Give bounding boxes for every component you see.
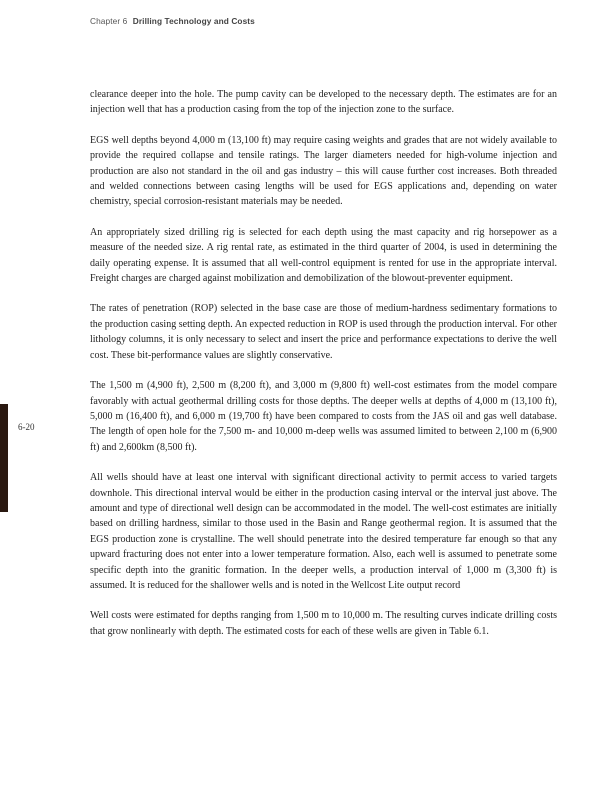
chapter-title: Drilling Technology and Costs bbox=[132, 16, 255, 26]
page-number: 6-20 bbox=[18, 422, 35, 432]
paragraph-well-costs: Well costs were estimated for depths ranging from 1,500 m to 10,000 m. The resulting curves indicate drilling costs that grow nonlinearly with depth. The estimated costs for each of these wells are given in Table 6.1. bbox=[90, 610, 557, 637]
paragraph-directional-wells: All wells should have at least one interval with significant directional activity to permit access to varied targets downhole. This directional interval would be either in the production casing interval or the interval just above. The amount and type of directional well design can be accommodated in the model. The well-cost estimates are initially based on drilling hardness, similar to those used in the Basin and Range geothermal region. It is assumed that the EGS production zone is crystalline. The well should penetrate into the desired temperature far enough so that any upward fracturing does not enter into a lower temperature formation. Also, each well is assumed to penetrate some specific depth into the granitic formation. In the deeper wells, a production interval of 1,000 m (3,300 ft) is assumed. It is reduced for the shallower wells and is noted in the Wellcost Lite output record bbox=[90, 472, 557, 591]
chapter-label: Chapter 6 bbox=[90, 16, 128, 26]
body-text bbox=[90, 87, 557, 654]
running-header bbox=[90, 16, 255, 26]
chapter-edge-tab bbox=[0, 404, 8, 512]
paragraph-casing-clearance: clearance deeper into the hole. The pump cavity can be developed to the necessary depth. The estimates are for an injection well that has a production casing from the top of the injection zone to the surface. bbox=[90, 89, 557, 116]
paragraph-casing-weights: EGS well depths beyond 4,000 m (13,100 ft) may require casing weights and grades that are not widely available to provide the required collapse and tensile ratings. The larger diameters needed for high-volume injection and production are also not standard in the oil and gas industry – this will cause further cost increases. Both threaded and welded connections between casing lengths will be used for EGS applications and, depending on water chemistry, special corrosion-resistant materials may be needed. bbox=[90, 134, 557, 208]
paragraph-drilling-rig: An appropriately sized drilling rig is selected for each depth using the mast capacity and rig horsepower as a measure of the needed size. A rig rental rate, as estimated in the third quarter of 2004, is used in determining the daily operating expense. It is assumed that all well-control equipment is rented for use in the appropriate interval. Freight charges are charged against mobilization and demobilization of the blowout-preventer equipment. bbox=[90, 226, 557, 285]
paragraph-penetration-rates: The rates of penetration (ROP) selected in the base case are those of medium-hardness sedimentary formations to the production casing setting depth. An expected reduction in ROP is used through the production interval. For other lithology columns, it is only necessary to select and insert the price and performance expectations to derive the well cost. These bit-performance values are slightly conservative. bbox=[90, 303, 557, 361]
paragraph-cost-estimates: The 1,500 m (4,900 ft), 2,500 m (8,200 ft), and 3,000 m (9,800 ft) well-cost estimates from the model compare favorably with actual geothermal drilling costs for those depths. The deeper wells at depths of 4,000 m (13,100 ft), 5,000 m (16,400 ft), and 6,000 m (19,700 ft) have been compared to costs from the JAS oil and gas well database. The length of open hole for the 7,500 m- and 10,000 m-deep wells was assumed limited to between 2,100 m (6,900 ft) and 2,600km (8,500 ft). bbox=[90, 380, 557, 453]
